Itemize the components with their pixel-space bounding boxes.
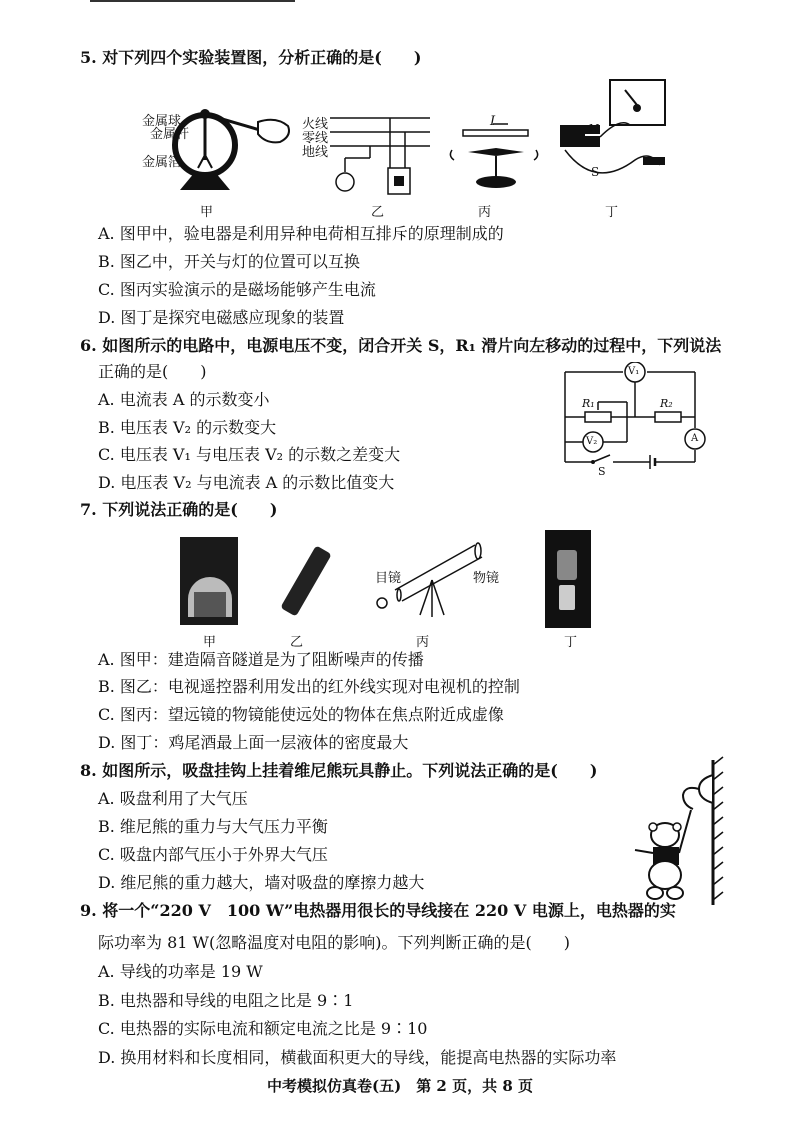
q8-option-d: D. 维尼熊的重力越大，墙对吸盘的摩擦力越大 xyxy=(98,873,425,892)
q8-option-c: C. 吸盘内部气压小于外界大气压 xyxy=(98,845,328,864)
q5-option-a: A. 图甲中，验电器是利用异种电荷相互排斥的原理制成的 xyxy=(98,224,504,243)
q6-stem-line1: 6. 如图所示的电路中，电源电压不变，闭合开关 S，R₁ 滑片向左移动的过程中，下列说法 xyxy=(80,336,722,355)
fig4-label-n: N xyxy=(589,122,600,136)
telescope-label-objective: 物镜 xyxy=(473,571,500,586)
q7-option-b: B. 图乙：电视遥控器利用发出的红外线实现对电视机的控制 xyxy=(98,677,520,696)
circuit-label-s: S xyxy=(598,465,606,478)
circuit-label-r2: R₂ xyxy=(660,397,673,410)
q9-option-b: B. 电热器和导线的电阻之比是 9∶1 xyxy=(98,991,354,1010)
circuit-label-v1: V₁ xyxy=(628,366,640,377)
tunnel-photo xyxy=(180,537,238,625)
q5-fig-label-2: 乙 xyxy=(371,205,385,220)
top-rule xyxy=(90,0,295,2)
q7-option-d: D. 图丁：鸡尾酒最上面一层液体的密度最大 xyxy=(98,733,409,752)
q8-option-b: B. 维尼熊的重力与大气压力平衡 xyxy=(98,817,328,836)
q6-option-a: A. 电流表 A 的示数变小 xyxy=(98,390,270,409)
q5-option-b: B. 图乙中，开关与灯的位置可以互换 xyxy=(98,252,360,271)
q7-option-a: A. 图甲：建造隔音隧道是为了阻断噪声的传播 xyxy=(98,650,424,669)
telescope-label-eyepiece: 目镜 xyxy=(375,571,402,586)
circuit-diagram xyxy=(555,362,715,477)
fig1-label-foil: 金属箔 xyxy=(142,155,182,170)
fig4-label-s: S xyxy=(591,165,600,179)
q5-fig-label-4: 丁 xyxy=(605,205,619,220)
induction-figure xyxy=(555,75,675,185)
q8-option-a: A. 吸盘利用了大气压 xyxy=(98,789,248,808)
q8-stem: 8. 如图所示，吸盘挂钩上挂着维尼熊玩具静止。下列说法正确的是( ) xyxy=(80,761,598,780)
q7-fig-label-2: 乙 xyxy=(290,635,304,650)
wiring-figure xyxy=(330,108,440,203)
oersted-figure xyxy=(448,110,548,195)
remote-control-image xyxy=(275,540,335,620)
fig1-label-ball: 金属球 xyxy=(142,114,182,129)
q7-stem: 7. 下列说法正确的是( ) xyxy=(80,500,278,519)
fig2-label-live: 火线 xyxy=(302,117,329,132)
q6-option-b: B. 电压表 V₂ 的示数变大 xyxy=(98,418,277,437)
q7-fig-label-4: 丁 xyxy=(564,635,578,650)
q5-option-c: C. 图丙实验演示的是磁场能够产生电流 xyxy=(98,280,376,299)
fig2-label-ground: 地线 xyxy=(302,145,329,160)
q9-option-a: A. 导线的功率是 19 W xyxy=(98,962,263,981)
q5-stem: 5. 对下列四个实验装置图，分析正确的是( ) xyxy=(80,48,422,67)
q7-fig-label-3: 丙 xyxy=(416,635,430,650)
suction-hook-bear-figure xyxy=(625,755,725,910)
q5-option-d: D. 图丁是探究电磁感应现象的装置 xyxy=(98,308,345,327)
fig3-label-current: I xyxy=(490,114,496,129)
q9-option-c: C. 电热器的实际电流和额定电流之比是 9∶10 xyxy=(98,1019,428,1038)
cocktail-photo xyxy=(545,530,591,628)
page-footer: 中考模拟仿真卷(五) 第 2 页，共 8 页 xyxy=(267,1077,533,1095)
q9-stem-line2: 际功率为 81 W(忽略温度对电阻的影响)。下列判断正确的是( ) xyxy=(98,933,570,952)
q6-option-d: D. 电压表 V₂ 与电流表 A 的示数比值变大 xyxy=(98,473,395,492)
circuit-label-r1: R₁ xyxy=(582,397,595,410)
q9-stem-line1: 9. 将一个“220 V 100 W”电热器用很长的导线接在 220 V 电源上，电热器的实 xyxy=(80,901,676,920)
q7-fig-label-1: 甲 xyxy=(203,635,217,650)
q7-option-c: C. 图丙：望远镜的物镜能使远处的物体在焦点附近成虚像 xyxy=(98,705,504,724)
q9-option-d: D. 换用材料和长度相同，横截面积更大的导线，能提高电热器的实际功率 xyxy=(98,1048,617,1067)
q5-fig-label-3: 丙 xyxy=(478,205,492,220)
q6-stem-line2: 正确的是( ) xyxy=(98,362,207,381)
circuit-label-a: A xyxy=(691,433,699,444)
q5-fig-label-1: 甲 xyxy=(200,205,214,220)
circuit-label-v2: V₂ xyxy=(586,436,598,447)
fig2-label-neutral: 零线 xyxy=(302,131,329,146)
fig1-label-rod: 金属杆 xyxy=(150,127,190,142)
q6-option-c: C. 电压表 V₁ 与电压表 V₂ 的示数之差变大 xyxy=(98,445,401,464)
